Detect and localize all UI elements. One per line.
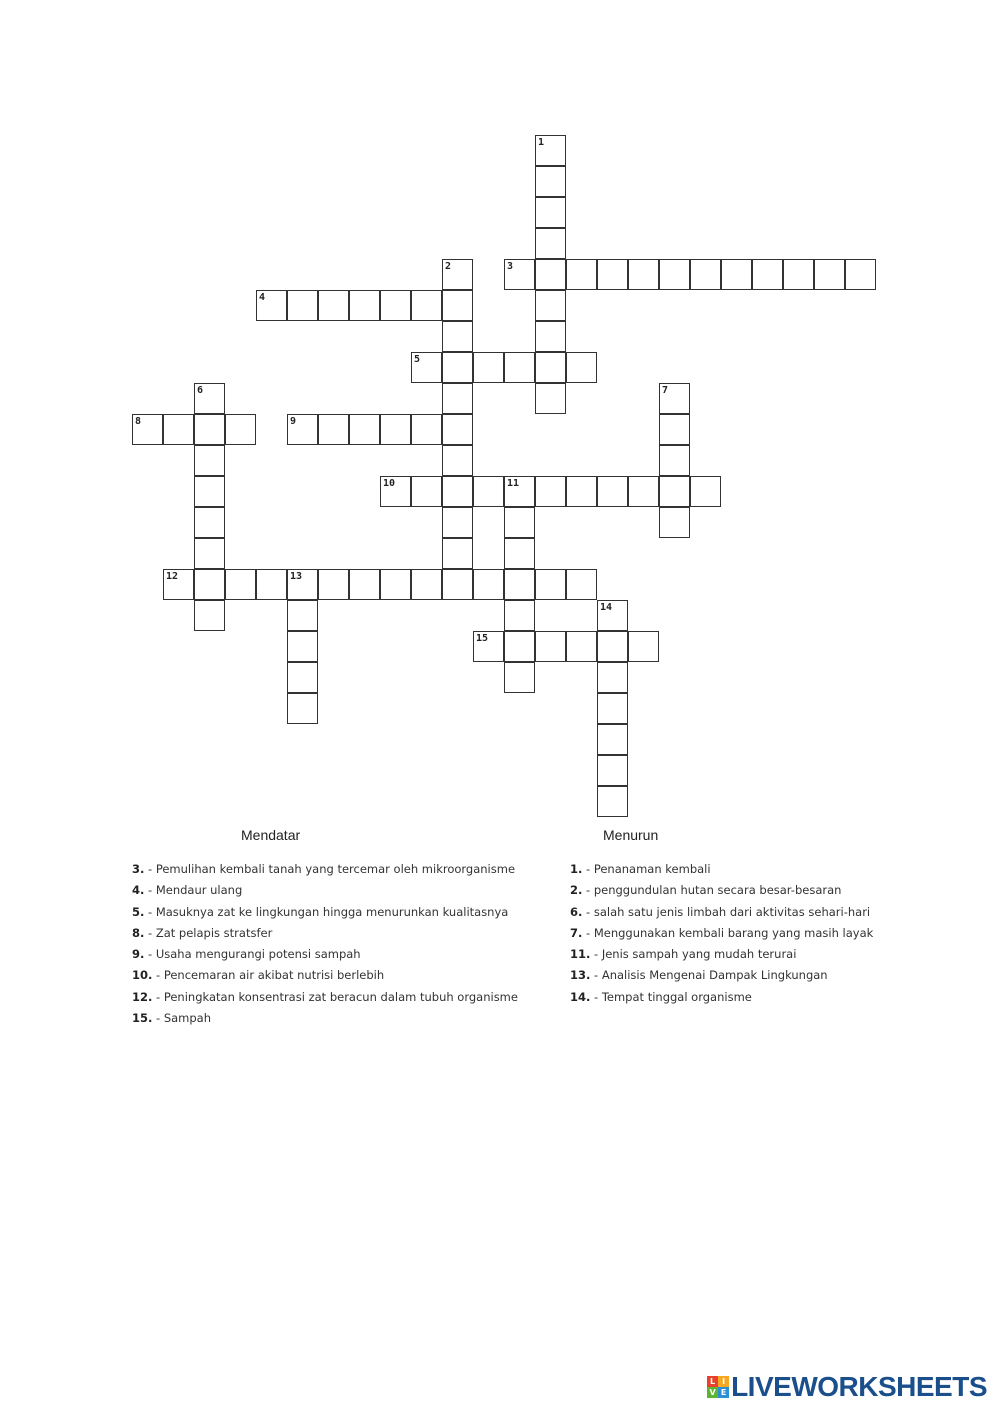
crossword-cell[interactable] (442, 383, 473, 414)
crossword-cell[interactable] (535, 352, 566, 383)
logo-icon-letter: L (707, 1376, 718, 1387)
crossword-cell[interactable] (690, 259, 721, 290)
crossword-cell[interactable] (287, 631, 318, 662)
crossword-cell[interactable] (194, 538, 225, 569)
clue-text: - Peningkatan konsentrasi zat beracun dalam tubuh organisme (152, 989, 518, 1004)
clue-number: 7. (570, 925, 583, 940)
crossword-cell-input[interactable] (505, 570, 534, 599)
crossword-cell[interactable] (659, 383, 690, 414)
crossword-cell[interactable] (380, 414, 411, 445)
clue-item (132, 882, 518, 903)
crossword-cell[interactable] (442, 569, 473, 600)
logo-icon-letter: I (718, 1376, 729, 1387)
crossword-cell-input[interactable] (195, 477, 224, 506)
crossword-cell-input[interactable] (350, 415, 379, 444)
crossword-cell-input[interactable] (815, 260, 844, 289)
crossword-cell[interactable] (194, 600, 225, 631)
crossword-cell[interactable] (504, 600, 535, 631)
crossword-cell[interactable] (597, 693, 628, 724)
crossword-cell[interactable] (163, 414, 194, 445)
crossword-cell[interactable] (504, 259, 535, 290)
crossword-cell[interactable] (504, 507, 535, 538)
heading-across: Mendatar (241, 827, 301, 843)
crossword-cell[interactable] (566, 259, 597, 290)
crossword-cell[interactable] (659, 414, 690, 445)
crossword-cell-input[interactable] (443, 570, 472, 599)
clue-number-label: 10 (383, 478, 396, 489)
crossword-cell[interactable] (256, 290, 287, 321)
crossword-cell-input[interactable] (288, 415, 317, 444)
crossword-cell-input[interactable] (288, 663, 317, 692)
crossword-cell-input[interactable] (660, 384, 689, 413)
crossword-cell[interactable] (535, 383, 566, 414)
crossword-cell-input[interactable] (288, 570, 317, 599)
clue-number-label: 13 (290, 571, 303, 582)
crossword-cell-input[interactable] (505, 601, 534, 630)
clue-text: - Tempat tinggal organisme (590, 989, 752, 1004)
crossword-cell-input[interactable] (226, 415, 255, 444)
clue-number-label: 7 (662, 385, 669, 396)
crossword-cell-input[interactable] (629, 477, 658, 506)
crossword-cell[interactable] (287, 600, 318, 631)
crossword-cell-input[interactable] (660, 260, 689, 289)
crossword-cell-input[interactable] (257, 291, 286, 320)
crossword-cell-input[interactable] (381, 415, 410, 444)
clue-number: 6. (570, 904, 583, 919)
crossword-cell-input[interactable] (691, 477, 720, 506)
crossword-cell-input[interactable] (226, 570, 255, 599)
crossword-cell[interactable] (287, 693, 318, 724)
crossword-cell[interactable] (659, 445, 690, 476)
crossword-cell[interactable] (411, 414, 442, 445)
crossword-cell-input[interactable] (536, 260, 565, 289)
clue-number: 2. (570, 883, 583, 898)
clue-text: - penggundulan hutan secara besar-besaran (582, 883, 842, 898)
crossword-cell[interactable] (814, 259, 845, 290)
clue-number: 13. (570, 968, 591, 983)
clue-item (132, 946, 518, 967)
crossword-cell-input[interactable] (536, 322, 565, 351)
clue-number-label: 3 (507, 261, 514, 272)
clue-number: 9. (132, 947, 145, 962)
crossword-cell[interactable] (504, 631, 535, 662)
crossword-cell-input[interactable] (598, 787, 627, 816)
crossword-cell-input[interactable] (505, 477, 534, 506)
clue-number-label: 4 (259, 292, 266, 303)
crossword-cell-input[interactable] (505, 508, 534, 537)
crossword-cell-input[interactable] (660, 477, 689, 506)
crossword-cell[interactable] (411, 569, 442, 600)
crossword-cell[interactable] (349, 414, 380, 445)
crossword-cell-input[interactable] (443, 260, 472, 289)
liveworksheets-logo (707, 1372, 987, 1402)
crossword-cell[interactable] (473, 631, 504, 662)
crossword-cell-input[interactable] (288, 694, 317, 723)
crossword-cell[interactable] (256, 569, 287, 600)
crossword-cell-input[interactable] (536, 229, 565, 258)
clue-text: - Zat pelapis stratsfer (144, 925, 273, 940)
crossword-cell[interactable] (783, 259, 814, 290)
crossword-cell-input[interactable] (381, 291, 410, 320)
crossword-cell-input[interactable] (257, 570, 286, 599)
crossword-cell-input[interactable] (567, 632, 596, 661)
crossword-cell-input[interactable] (474, 570, 503, 599)
clue-number-label: 5 (414, 354, 421, 365)
crossword-cell[interactable] (442, 445, 473, 476)
crossword-cell-input[interactable] (443, 539, 472, 568)
crossword-cell[interactable] (287, 414, 318, 445)
crossword-cell[interactable] (380, 569, 411, 600)
crossword-cell-input[interactable] (195, 539, 224, 568)
crossword-cell-input[interactable] (536, 198, 565, 227)
crossword-cell[interactable] (442, 321, 473, 352)
crossword-cell[interactable] (411, 352, 442, 383)
crossword-cell-input[interactable] (412, 291, 441, 320)
clue-item (132, 861, 518, 882)
clue-item (570, 967, 873, 988)
crossword-cell-input[interactable] (319, 570, 348, 599)
clue-list-down (570, 861, 873, 1010)
crossword-cell-input[interactable] (598, 756, 627, 785)
crossword-cell-input[interactable] (443, 415, 472, 444)
crossword-cell[interactable] (504, 662, 535, 693)
clue-number: 15. (132, 1011, 153, 1026)
clue-number-label: 8 (135, 416, 142, 427)
clue-text: - Usaha mengurangi potensi sampah (144, 947, 361, 962)
clue-number-label: 14 (600, 602, 613, 613)
clue-text: - Penanaman kembali (582, 862, 711, 876)
crossword-cell-input[interactable] (288, 601, 317, 630)
crossword-cell[interactable] (597, 786, 628, 817)
crossword-cell-input[interactable] (536, 136, 565, 165)
crossword-cell-input[interactable] (505, 260, 534, 289)
crossword-cell[interactable] (566, 476, 597, 507)
crossword-cell-input[interactable] (443, 477, 472, 506)
crossword-cell-input[interactable] (753, 260, 782, 289)
crossword-cell[interactable] (442, 476, 473, 507)
crossword-cell[interactable] (349, 569, 380, 600)
crossword-cell[interactable] (659, 507, 690, 538)
crossword-cell[interactable] (473, 352, 504, 383)
crossword-cell-input[interactable] (381, 570, 410, 599)
crossword-cell[interactable] (597, 259, 628, 290)
crossword-cell[interactable] (442, 259, 473, 290)
clue-number-label: 6 (197, 385, 204, 396)
crossword-cell[interactable] (163, 569, 194, 600)
crossword-cell[interactable] (194, 445, 225, 476)
clue-item (132, 925, 518, 946)
crossword-cell-input[interactable] (443, 291, 472, 320)
crossword-cell[interactable] (628, 259, 659, 290)
crossword-cell[interactable] (194, 507, 225, 538)
crossword-cell-input[interactable] (195, 415, 224, 444)
crossword-cell[interactable] (194, 414, 225, 445)
crossword-cell[interactable] (442, 414, 473, 445)
crossword-cell[interactable] (349, 290, 380, 321)
crossword-cell[interactable] (473, 476, 504, 507)
crossword-cell[interactable] (380, 476, 411, 507)
crossword-cell[interactable] (690, 476, 721, 507)
crossword-cell[interactable] (535, 166, 566, 197)
crossword-cell[interactable] (535, 476, 566, 507)
crossword-cell-input[interactable] (629, 632, 658, 661)
crossword-cell[interactable] (535, 321, 566, 352)
clue-number: 8. (132, 925, 145, 940)
crossword-cell[interactable] (287, 569, 318, 600)
clue-number-label: 9 (290, 416, 297, 427)
crossword-cell[interactable] (504, 352, 535, 383)
crossword-cell-input[interactable] (598, 260, 627, 289)
crossword-cell[interactable] (659, 476, 690, 507)
crossword-cell-input[interactable] (536, 167, 565, 196)
crossword-cell-input[interactable] (319, 415, 348, 444)
clue-number: 4. (132, 883, 145, 898)
clue-text: - Jenis sampah yang mudah terurai (590, 947, 797, 962)
crossword-cell-input[interactable] (598, 694, 627, 723)
crossword-cell[interactable] (721, 259, 752, 290)
crossword-cell-input[interactable] (505, 663, 534, 692)
crossword-cell-input[interactable] (536, 570, 565, 599)
crossword-cell[interactable] (380, 290, 411, 321)
crossword-cell[interactable] (752, 259, 783, 290)
crossword-cell-input[interactable] (536, 291, 565, 320)
clue-number: 14. (570, 989, 591, 1004)
crossword-cell-input[interactable] (784, 260, 813, 289)
clue-number: 11. (570, 947, 591, 962)
clue-item (570, 904, 873, 925)
crossword-cell-input[interactable] (660, 415, 689, 444)
logo-icon-letter: V (707, 1387, 718, 1398)
crossword-cell-input[interactable] (505, 353, 534, 382)
crossword-cell[interactable] (535, 135, 566, 166)
crossword-cell-input[interactable] (381, 477, 410, 506)
crossword-cell-input[interactable] (443, 446, 472, 475)
crossword-cell-input[interactable] (443, 384, 472, 413)
crossword-cell-input[interactable] (505, 632, 534, 661)
crossword-cell-input[interactable] (598, 632, 627, 661)
crossword-cell[interactable] (473, 569, 504, 600)
crossword-cell-input[interactable] (691, 260, 720, 289)
crossword-cell-input[interactable] (505, 539, 534, 568)
clue-item (570, 946, 873, 967)
clue-number: 1. (570, 862, 583, 876)
crossword-cell-input[interactable] (443, 508, 472, 537)
clue-number-label: 15 (476, 633, 489, 644)
clue-text: - Sampah (152, 1011, 212, 1026)
crossword-cell[interactable] (628, 476, 659, 507)
crossword-cell-input[interactable] (629, 260, 658, 289)
crossword-cell-input[interactable] (288, 632, 317, 661)
crossword-cell-input[interactable] (443, 322, 472, 351)
clue-item (132, 967, 518, 988)
crossword-cell[interactable] (504, 569, 535, 600)
crossword-cell-input[interactable] (443, 353, 472, 382)
clue-text: - Menggunakan kembali barang yang masih layak (582, 925, 874, 940)
crossword-cell-input[interactable] (567, 477, 596, 506)
crossword-cell[interactable] (411, 476, 442, 507)
clue-text: - Analisis Mengenai Dampak Lingkungan (590, 968, 828, 983)
clue-number-label: 1 (538, 137, 545, 148)
crossword-cell-input[interactable] (474, 632, 503, 661)
clue-item (570, 861, 873, 882)
crossword-cell[interactable] (535, 228, 566, 259)
crossword-cell-input[interactable] (319, 291, 348, 320)
crossword-cell[interactable] (659, 259, 690, 290)
logo-icon (707, 1376, 729, 1398)
crossword-cell[interactable] (628, 631, 659, 662)
crossword-cell[interactable] (597, 476, 628, 507)
crossword-cell[interactable] (535, 631, 566, 662)
crossword-cell-input[interactable] (195, 570, 224, 599)
clue-number-label: 11 (507, 478, 520, 489)
crossword-cell[interactable] (597, 724, 628, 755)
crossword-cell-input[interactable] (412, 477, 441, 506)
crossword-cell-input[interactable] (598, 477, 627, 506)
crossword-cell-input[interactable] (536, 353, 565, 382)
crossword-cell-input[interactable] (567, 353, 596, 382)
crossword-cell[interactable] (535, 259, 566, 290)
clue-number-label: 2 (445, 261, 452, 272)
crossword-cell[interactable] (566, 352, 597, 383)
clue-text: - Pemulihan kembali tanah yang tercemar oleh mikroorganisme (144, 862, 516, 876)
crossword-cell-input[interactable] (598, 663, 627, 692)
clue-text: - Masuknya zat ke lingkungan hingga menurunkan kualitasnya (144, 904, 509, 919)
crossword-cell[interactable] (442, 290, 473, 321)
crossword-cell[interactable] (287, 662, 318, 693)
crossword-cell[interactable] (597, 662, 628, 693)
crossword-cell[interactable] (225, 569, 256, 600)
crossword-cell-input[interactable] (350, 570, 379, 599)
clue-number: 3. (132, 862, 145, 876)
crossword-cell[interactable] (318, 290, 349, 321)
crossword-cell[interactable] (535, 569, 566, 600)
crossword-cell-input[interactable] (722, 260, 751, 289)
crossword-cell-input[interactable] (164, 415, 193, 444)
heading-down: Menurun (603, 827, 659, 843)
crossword-cell[interactable] (194, 569, 225, 600)
crossword-cell-input[interactable] (567, 260, 596, 289)
crossword-cell[interactable] (535, 197, 566, 228)
crossword-cell[interactable] (597, 600, 628, 631)
crossword-cell[interactable] (411, 290, 442, 321)
crossword-cell-input[interactable] (598, 725, 627, 754)
crossword-cell-input[interactable] (660, 508, 689, 537)
crossword-cell-input[interactable] (598, 601, 627, 630)
crossword-cell[interactable] (318, 569, 349, 600)
clue-item (132, 1010, 518, 1031)
clue-list-across (132, 861, 518, 1031)
crossword-cell-input[interactable] (195, 384, 224, 413)
crossword-cell[interactable] (442, 507, 473, 538)
crossword-cell[interactable] (504, 538, 535, 569)
crossword-cell-input[interactable] (536, 384, 565, 413)
crossword-cell-input[interactable] (195, 508, 224, 537)
clue-item (132, 989, 518, 1010)
clue-item (570, 989, 873, 1010)
crossword-cell-input[interactable] (474, 353, 503, 382)
crossword-cell-input[interactable] (195, 601, 224, 630)
crossword-cell-input[interactable] (660, 446, 689, 475)
crossword-cell[interactable] (504, 476, 535, 507)
crossword-cell[interactable] (287, 290, 318, 321)
crossword-cell-input[interactable] (412, 353, 441, 382)
clue-number: 5. (132, 904, 145, 919)
crossword-cell[interactable] (225, 414, 256, 445)
clue-text: - Pencemaran air akibat nutrisi berlebih (152, 968, 385, 983)
crossword-cell-input[interactable] (288, 291, 317, 320)
crossword-cell[interactable] (597, 755, 628, 786)
clue-item (132, 904, 518, 925)
crossword-cell[interactable] (566, 569, 597, 600)
crossword-cell-input[interactable] (412, 415, 441, 444)
crossword-cell[interactable] (194, 476, 225, 507)
crossword-cell-input[interactable] (412, 570, 441, 599)
crossword-cell-input[interactable] (536, 477, 565, 506)
clue-number-label: 12 (166, 571, 179, 582)
logo-text: LIVEWORKSHEETS (731, 1371, 987, 1402)
crossword-cell-input[interactable] (350, 291, 379, 320)
crossword-cell[interactable] (442, 352, 473, 383)
clue-text: - Mendaur ulang (144, 883, 243, 898)
crossword-cell-input[interactable] (536, 632, 565, 661)
crossword-cell-input[interactable] (474, 477, 503, 506)
logo-icon-letter: E (718, 1387, 729, 1398)
crossword-cell[interactable] (535, 290, 566, 321)
clue-item (570, 925, 873, 946)
crossword-cell-input[interactable] (846, 260, 875, 289)
crossword-cell[interactable] (845, 259, 876, 290)
crossword-cell[interactable] (132, 414, 163, 445)
crossword-cell-input[interactable] (195, 446, 224, 475)
clue-text: - salah satu jenis limbah dari aktivitas sehari-hari (582, 904, 871, 919)
crossword-cell-input[interactable] (133, 415, 162, 444)
crossword-cell-input[interactable] (567, 570, 596, 599)
clue-number: 12. (132, 989, 153, 1004)
crossword-cell-input[interactable] (164, 570, 193, 599)
clue-number: 10. (132, 968, 153, 983)
crossword-cell[interactable] (566, 631, 597, 662)
crossword-cell[interactable] (194, 383, 225, 414)
crossword-cell[interactable] (442, 538, 473, 569)
crossword-cell[interactable] (318, 414, 349, 445)
crossword-cell[interactable] (597, 631, 628, 662)
clue-item (570, 882, 873, 903)
